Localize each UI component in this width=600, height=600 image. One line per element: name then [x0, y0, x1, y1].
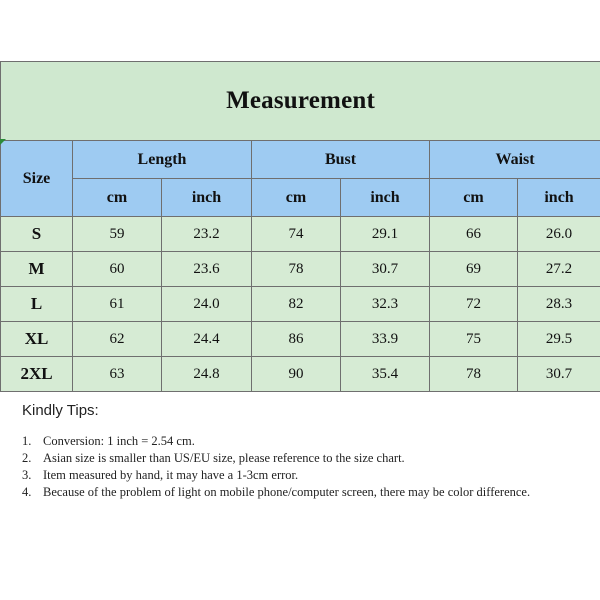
value-cell: 59 — [73, 217, 162, 252]
unit-header: inch — [518, 179, 600, 217]
title-row — [1, 62, 600, 141]
value-cell: 24.4 — [162, 322, 252, 357]
unit-header: cm — [252, 179, 341, 217]
table-title: Measurement — [1, 62, 600, 141]
value-cell: 30.7 — [518, 357, 600, 392]
value-cell: 23.6 — [162, 252, 252, 287]
corner-marker — [0, 139, 6, 145]
value-cell: 29.5 — [518, 322, 600, 357]
value-cell: 62 — [73, 322, 162, 357]
value-cell: 69 — [430, 252, 518, 287]
value-cell: 86 — [252, 322, 341, 357]
tip-number: 2. — [22, 451, 32, 465]
bust-group-header: Bust — [252, 141, 430, 179]
waist-group-header: Waist — [430, 141, 600, 179]
tip-text: Item measured by hand, it may have a 1-3cm error. — [43, 468, 299, 482]
value-cell: 24.0 — [162, 287, 252, 322]
table-row — [1, 357, 600, 392]
measurement-table — [0, 61, 600, 392]
tip-number: 1. — [22, 434, 32, 448]
list-item — [22, 450, 582, 467]
tip-text: Asian size is smaller than US/EU size, please reference to the size chart. — [43, 451, 405, 465]
size-chart — [0, 61, 600, 392]
unit-header: inch — [341, 179, 430, 217]
size-cell: 2XL — [1, 357, 73, 392]
table-row — [1, 217, 600, 252]
value-cell: 32.3 — [341, 287, 430, 322]
unit-header-row — [1, 179, 600, 217]
list-item — [22, 433, 582, 450]
value-cell: 78 — [252, 252, 341, 287]
value-cell: 28.3 — [518, 287, 600, 322]
table-row — [1, 252, 600, 287]
tip-text: Because of the problem of light on mobile phone/computer screen, there may be color difference. — [43, 485, 531, 499]
value-cell: 29.1 — [341, 217, 430, 252]
value-cell: 74 — [252, 217, 341, 252]
unit-header: cm — [430, 179, 518, 217]
value-cell: 23.2 — [162, 217, 252, 252]
value-cell: 72 — [430, 287, 518, 322]
size-column-header: Size — [1, 141, 73, 217]
value-cell: 82 — [252, 287, 341, 322]
value-cell: 78 — [430, 357, 518, 392]
value-cell: 75 — [430, 322, 518, 357]
length-group-header: Length — [73, 141, 252, 179]
tip-text: Conversion: 1 inch = 2.54 cm. — [43, 434, 195, 448]
list-item — [22, 467, 582, 484]
size-cell: L — [1, 287, 73, 322]
value-cell: 30.7 — [341, 252, 430, 287]
value-cell: 35.4 — [341, 357, 430, 392]
value-cell: 27.2 — [518, 252, 600, 287]
size-cell: S — [1, 217, 73, 252]
value-cell: 60 — [73, 252, 162, 287]
value-cell: 26.0 — [518, 217, 600, 252]
value-cell: 24.8 — [162, 357, 252, 392]
tip-number: 3. — [22, 468, 32, 482]
size-cell: XL — [1, 322, 73, 357]
size-cell: M — [1, 252, 73, 287]
tip-number: 4. — [22, 485, 32, 499]
value-cell: 66 — [430, 217, 518, 252]
unit-header: inch — [162, 179, 252, 217]
value-cell: 63 — [73, 357, 162, 392]
table-row — [1, 287, 600, 322]
list-item — [22, 484, 582, 501]
tips-title: Kindly Tips: — [22, 402, 99, 419]
unit-header: cm — [73, 179, 162, 217]
value-cell: 90 — [252, 357, 341, 392]
kindly-tips — [22, 402, 582, 501]
group-header-row — [1, 141, 600, 179]
tips-list — [22, 433, 582, 501]
value-cell: 33.9 — [341, 322, 430, 357]
table-row — [1, 322, 600, 357]
value-cell: 61 — [73, 287, 162, 322]
